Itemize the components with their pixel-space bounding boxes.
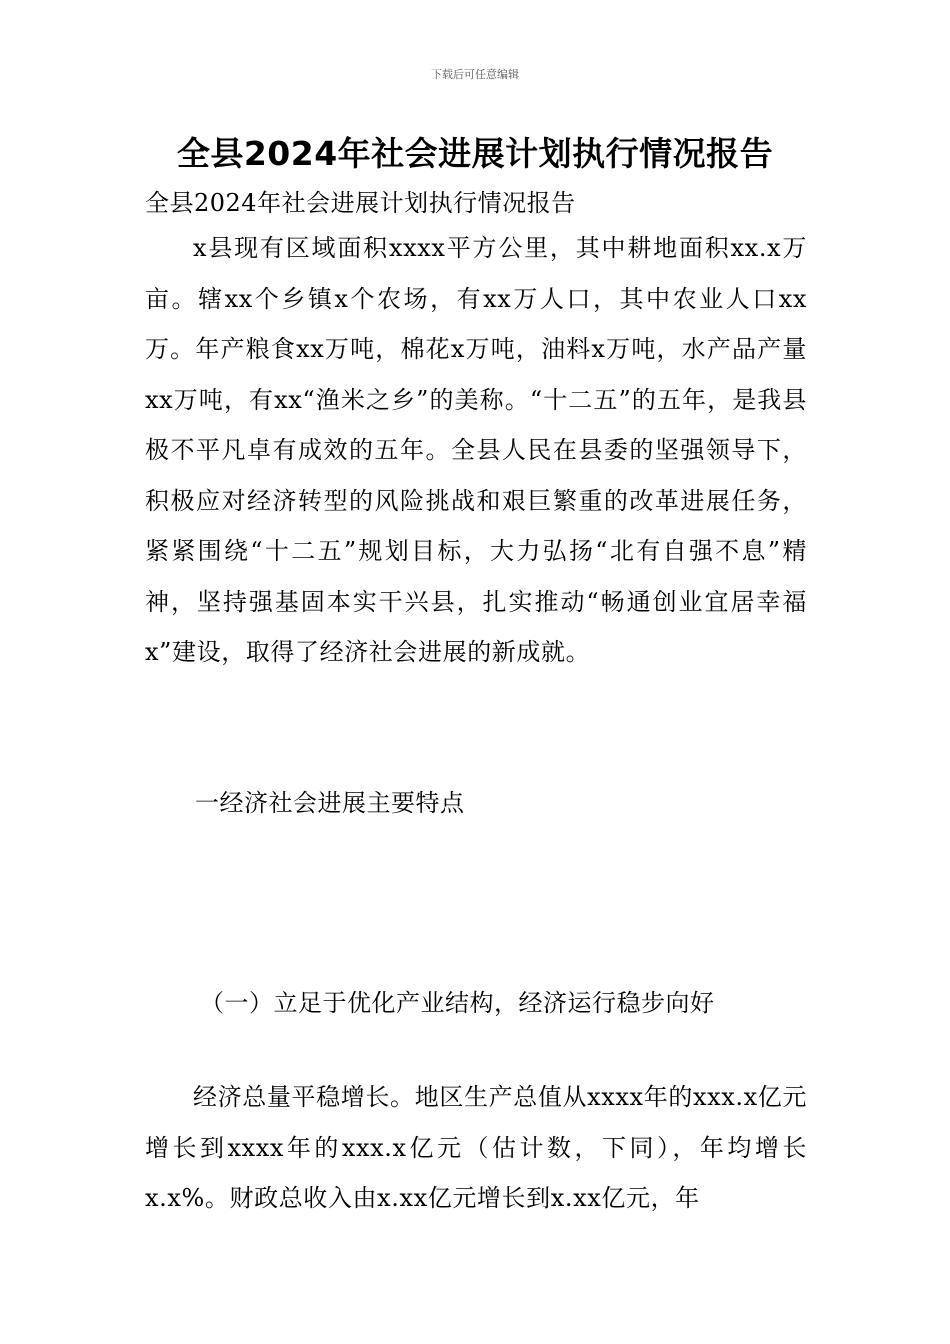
document-subtitle: 全县2024年社会进展计划执行情况报告 xyxy=(145,189,576,217)
section-heading: 一经济社会进展主要特点 xyxy=(195,789,465,817)
intro-paragraph: x县现有区域面积xxxx平方公里，其中耕地面积xx.x万亩。辖xx个乡镇x个农场，有xx万人口，其中农业人口xx万。年产粮食xx万吨，棉花x万吨，油料x万吨，水产品产量xx万吨，有xx“渔米之乡”的美称。“十二五”的五年，是我县极不平凡卓有成效的五年。全县人民在县委的坚强领导下，积极应对经济转型的风险挑战和艰巨繁重的改革进展任务，紧紧围绕“十二五”规划目标，大力弘扬“北有自强不息”精神，坚持强基固本实干兴县，扎实推动“畅通创业宜居幸福x”建设，取得了经济社会进展的新成就。 xyxy=(145,234,807,666)
header-note: 下载后可任意编辑 xyxy=(431,68,519,81)
economy-paragraph: 经济总量平稳增长。地区生产总值从xxxx年的xxx.x亿元增长到xxxx年的xxx.x亿元（估计数，下同），年均增长x.x%。财政总收入由x.xx亿元增长到x.xx亿元，年 xyxy=(145,1083,807,1212)
document-title: 全县2024年社会进展计划执行情况报告 xyxy=(176,134,774,173)
subsection-heading: （一）立足于优化产业结构，经济运行稳步向好 xyxy=(200,989,715,1017)
